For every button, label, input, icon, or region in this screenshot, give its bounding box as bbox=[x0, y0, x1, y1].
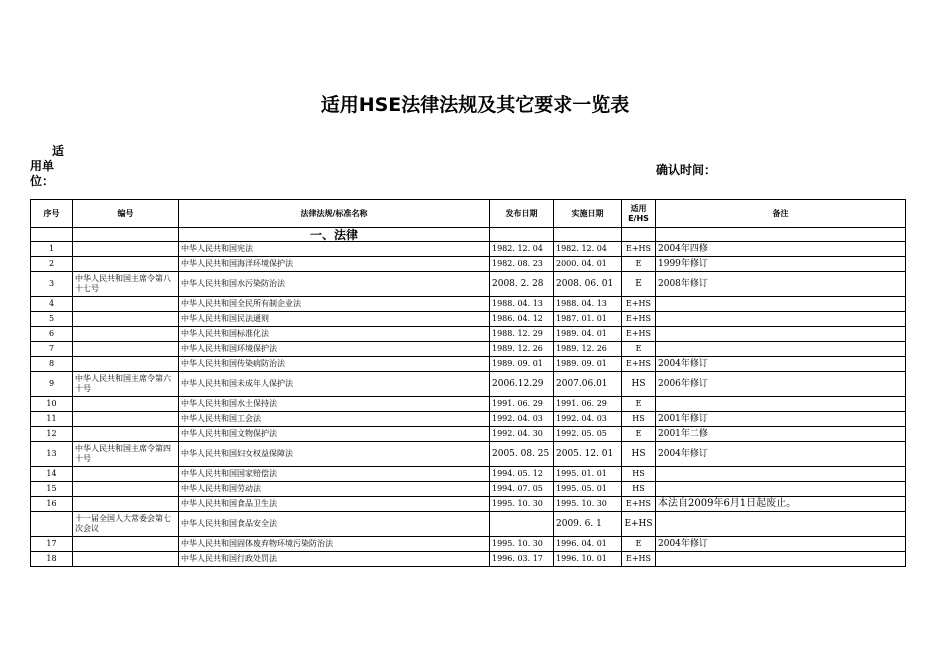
confirm-time-label: 确认时间： bbox=[656, 163, 717, 177]
unit-label-line-3: 位： bbox=[30, 174, 55, 188]
row-effective-date: 2007.06.01 bbox=[554, 372, 622, 397]
header-remarks: 备注 bbox=[656, 200, 906, 228]
row-number bbox=[31, 512, 73, 537]
row-publish-date: 1995. 10. 30 bbox=[490, 537, 554, 552]
header-code: 编号 bbox=[73, 200, 179, 228]
row-law-name: 中华人民共和国宪法 bbox=[179, 242, 490, 257]
row-applicable: HS bbox=[622, 482, 656, 497]
row-publish-date: 2008. 2. 28 bbox=[490, 272, 554, 297]
row-law-name: 中华人民共和国固体废弃物环境污染防治法 bbox=[179, 537, 490, 552]
row-number: 4 bbox=[31, 297, 73, 312]
table-row bbox=[31, 297, 906, 312]
row-applicable: E+HS bbox=[622, 312, 656, 327]
row-code bbox=[73, 467, 179, 482]
row-code bbox=[73, 342, 179, 357]
row-effective-date: 2009. 6. 1 bbox=[554, 512, 622, 537]
row-number: 8 bbox=[31, 357, 73, 372]
row-publish-date: 1986. 04. 12 bbox=[490, 312, 554, 327]
row-code: 十一届全国人大常委会第七次会议 bbox=[73, 512, 179, 537]
table-row bbox=[31, 442, 906, 467]
row-remarks bbox=[656, 312, 906, 327]
row-code bbox=[73, 397, 179, 412]
row-applicable: HS bbox=[622, 467, 656, 482]
row-law-name: 中华人民共和国环境保护法 bbox=[179, 342, 490, 357]
row-publish-date: 2006.12.29 bbox=[490, 372, 554, 397]
row-code bbox=[73, 537, 179, 552]
table-row bbox=[31, 357, 906, 372]
row-remarks: 2004年四修 bbox=[656, 242, 906, 257]
row-code: 中华人民共和国主席令第八十七号 bbox=[73, 272, 179, 297]
table-row bbox=[31, 552, 906, 567]
row-applicable: E bbox=[622, 342, 656, 357]
row-remarks bbox=[656, 397, 906, 412]
row-publish-date: 1992. 04. 03 bbox=[490, 412, 554, 427]
row-applicable: E bbox=[622, 397, 656, 412]
row-number: 3 bbox=[31, 272, 73, 297]
row-effective-date: 1989. 12. 26 bbox=[554, 342, 622, 357]
row-effective-date: 1995. 05. 01 bbox=[554, 482, 622, 497]
row-applicable: E+HS bbox=[622, 497, 656, 512]
row-law-name: 中华人民共和国水土保持法 bbox=[179, 397, 490, 412]
table-row bbox=[31, 427, 906, 442]
table-row bbox=[31, 397, 906, 412]
row-applicable: E+HS bbox=[622, 552, 656, 567]
row-remarks: 2008年修订 bbox=[656, 272, 906, 297]
table-row bbox=[31, 497, 906, 512]
row-publish-date: 1996. 03. 17 bbox=[490, 552, 554, 567]
row-remarks: 2004年修订 bbox=[656, 357, 906, 372]
row-remarks bbox=[656, 297, 906, 312]
unit-label-line-2: 用单 bbox=[30, 159, 55, 173]
row-remarks bbox=[656, 342, 906, 357]
row-remarks bbox=[656, 327, 906, 342]
table-row bbox=[31, 372, 906, 397]
row-code bbox=[73, 552, 179, 567]
row-number: 5 bbox=[31, 312, 73, 327]
row-applicable: E+HS bbox=[622, 327, 656, 342]
row-code bbox=[73, 357, 179, 372]
row-code: 中华人民共和国主席令第四十号 bbox=[73, 442, 179, 467]
row-effective-date: 1991. 06. 29 bbox=[554, 397, 622, 412]
row-effective-date: 1992. 05. 05 bbox=[554, 427, 622, 442]
applicable-unit-label bbox=[30, 144, 70, 189]
row-publish-date: 1994. 05. 12 bbox=[490, 467, 554, 482]
row-publish-date: 1992. 04. 30 bbox=[490, 427, 554, 442]
row-code bbox=[73, 497, 179, 512]
row-publish-date bbox=[490, 512, 554, 537]
row-effective-date: 2005. 12. 01 bbox=[554, 442, 622, 467]
row-law-name: 中华人民共和国标准化法 bbox=[179, 327, 490, 342]
row-effective-date: 1996. 04. 01 bbox=[554, 537, 622, 552]
row-applicable: E bbox=[622, 257, 656, 272]
table-row bbox=[31, 327, 906, 342]
row-applicable: E+HS bbox=[622, 512, 656, 537]
row-effective-date: 1996. 10. 01 bbox=[554, 552, 622, 567]
row-code: 中华人民共和国主席令第六十号 bbox=[73, 372, 179, 397]
row-code bbox=[73, 412, 179, 427]
row-publish-date: 1988. 12. 29 bbox=[490, 327, 554, 342]
row-publish-date: 1989. 12. 26 bbox=[490, 342, 554, 357]
row-number: 1 bbox=[31, 242, 73, 257]
row-remarks: 2001年二修 bbox=[656, 427, 906, 442]
row-law-name: 中华人民共和国海洋环境保护法 bbox=[179, 257, 490, 272]
row-number: 15 bbox=[31, 482, 73, 497]
header-effective-date: 实施日期 bbox=[554, 200, 622, 228]
row-remarks bbox=[656, 512, 906, 537]
row-code bbox=[73, 297, 179, 312]
row-applicable: E+HS bbox=[622, 297, 656, 312]
row-effective-date: 2000. 04. 01 bbox=[554, 257, 622, 272]
row-number: 13 bbox=[31, 442, 73, 467]
table-row bbox=[31, 272, 906, 297]
row-publish-date: 1994. 07. 05 bbox=[490, 482, 554, 497]
row-number: 16 bbox=[31, 497, 73, 512]
header-seq: 序号 bbox=[31, 200, 73, 228]
row-remarks bbox=[656, 552, 906, 567]
row-number: 6 bbox=[31, 327, 73, 342]
row-applicable: HS bbox=[622, 372, 656, 397]
row-effective-date: 1989. 04. 01 bbox=[554, 327, 622, 342]
table-row bbox=[31, 482, 906, 497]
row-law-name: 中华人民共和国水污染防治法 bbox=[179, 272, 490, 297]
unit-label-line-1: 适 bbox=[52, 144, 65, 158]
row-applicable: HS bbox=[622, 412, 656, 427]
row-law-name: 中华人民共和国食品卫生法 bbox=[179, 497, 490, 512]
row-applicable: E bbox=[622, 537, 656, 552]
table-row bbox=[31, 342, 906, 357]
row-number: 12 bbox=[31, 427, 73, 442]
row-law-name: 中华人民共和国传染病防治法 bbox=[179, 357, 490, 372]
row-number: 17 bbox=[31, 537, 73, 552]
row-number: 9 bbox=[31, 372, 73, 397]
table-row bbox=[31, 312, 906, 327]
row-remarks bbox=[656, 482, 906, 497]
row-code bbox=[73, 257, 179, 272]
row-applicable: E+HS bbox=[622, 357, 656, 372]
table-row bbox=[31, 242, 906, 257]
row-publish-date: 1988. 04. 13 bbox=[490, 297, 554, 312]
row-code bbox=[73, 427, 179, 442]
row-effective-date: 1992. 04. 03 bbox=[554, 412, 622, 427]
row-code bbox=[73, 482, 179, 497]
row-law-name: 中华人民共和国未成年人保护法 bbox=[179, 372, 490, 397]
row-remarks: 2004年修订 bbox=[656, 442, 906, 467]
row-law-name: 中华人民共和国全民所有制企业法 bbox=[179, 297, 490, 312]
table-row bbox=[31, 257, 906, 272]
row-publish-date: 1991. 06. 29 bbox=[490, 397, 554, 412]
document-title: 适用HSE法律法规及其它要求一览表 bbox=[320, 94, 630, 116]
table-header-row bbox=[31, 200, 906, 228]
row-effective-date: 1995. 10. 30 bbox=[554, 497, 622, 512]
section-row bbox=[31, 228, 906, 242]
row-number: 2 bbox=[31, 257, 73, 272]
row-law-name: 中华人民共和国劳动法 bbox=[179, 482, 490, 497]
row-publish-date: 1989. 09. 01 bbox=[490, 357, 554, 372]
row-law-name: 中华人民共和国国家赔偿法 bbox=[179, 467, 490, 482]
table-row bbox=[31, 412, 906, 427]
table-row bbox=[31, 537, 906, 552]
row-law-name: 中华人民共和国妇女权益保障法 bbox=[179, 442, 490, 467]
row-applicable: E+HS bbox=[622, 242, 656, 257]
row-remarks: 1999年修订 bbox=[656, 257, 906, 272]
regulations-table bbox=[30, 199, 906, 567]
row-remarks: 本法自2009年6月1日起废止。 bbox=[656, 497, 906, 512]
header-publish-date: 发布日期 bbox=[490, 200, 554, 228]
row-effective-date: 1987. 01. 01 bbox=[554, 312, 622, 327]
row-number: 18 bbox=[31, 552, 73, 567]
row-remarks bbox=[656, 467, 906, 482]
row-publish-date: 1982. 08. 23 bbox=[490, 257, 554, 272]
row-publish-date: 1995. 10. 30 bbox=[490, 497, 554, 512]
row-number: 7 bbox=[31, 342, 73, 357]
row-number: 14 bbox=[31, 467, 73, 482]
row-code bbox=[73, 242, 179, 257]
row-number: 10 bbox=[31, 397, 73, 412]
table-row bbox=[31, 467, 906, 482]
row-law-name: 中华人民共和国民法通则 bbox=[179, 312, 490, 327]
header-name: 法律法规/标准名称 bbox=[179, 200, 490, 228]
row-applicable: E bbox=[622, 272, 656, 297]
row-publish-date: 1982. 12. 04 bbox=[490, 242, 554, 257]
row-law-name: 中华人民共和国行政处罚法 bbox=[179, 552, 490, 567]
table-row bbox=[31, 512, 906, 537]
row-code bbox=[73, 327, 179, 342]
row-effective-date: 1995. 01. 01 bbox=[554, 467, 622, 482]
row-code bbox=[73, 312, 179, 327]
row-remarks: 2004年修订 bbox=[656, 537, 906, 552]
header-applicable: 适用E/HS bbox=[622, 200, 656, 228]
row-law-name: 中华人民共和国工会法 bbox=[179, 412, 490, 427]
row-applicable: E bbox=[622, 427, 656, 442]
row-publish-date: 2005. 08. 25 bbox=[490, 442, 554, 467]
row-applicable: HS bbox=[622, 442, 656, 467]
row-effective-date: 1982. 12. 04 bbox=[554, 242, 622, 257]
row-effective-date: 2008. 06. 01 bbox=[554, 272, 622, 297]
row-law-name: 中华人民共和国食品安全法 bbox=[179, 512, 490, 537]
row-remarks: 2001年修订 bbox=[656, 412, 906, 427]
row-effective-date: 1988. 04. 13 bbox=[554, 297, 622, 312]
row-effective-date: 1989. 09. 01 bbox=[554, 357, 622, 372]
row-law-name: 中华人民共和国文物保护法 bbox=[179, 427, 490, 442]
section-title: 一、法律 bbox=[179, 228, 490, 242]
row-number: 11 bbox=[31, 412, 73, 427]
row-remarks: 2006年修订 bbox=[656, 372, 906, 397]
